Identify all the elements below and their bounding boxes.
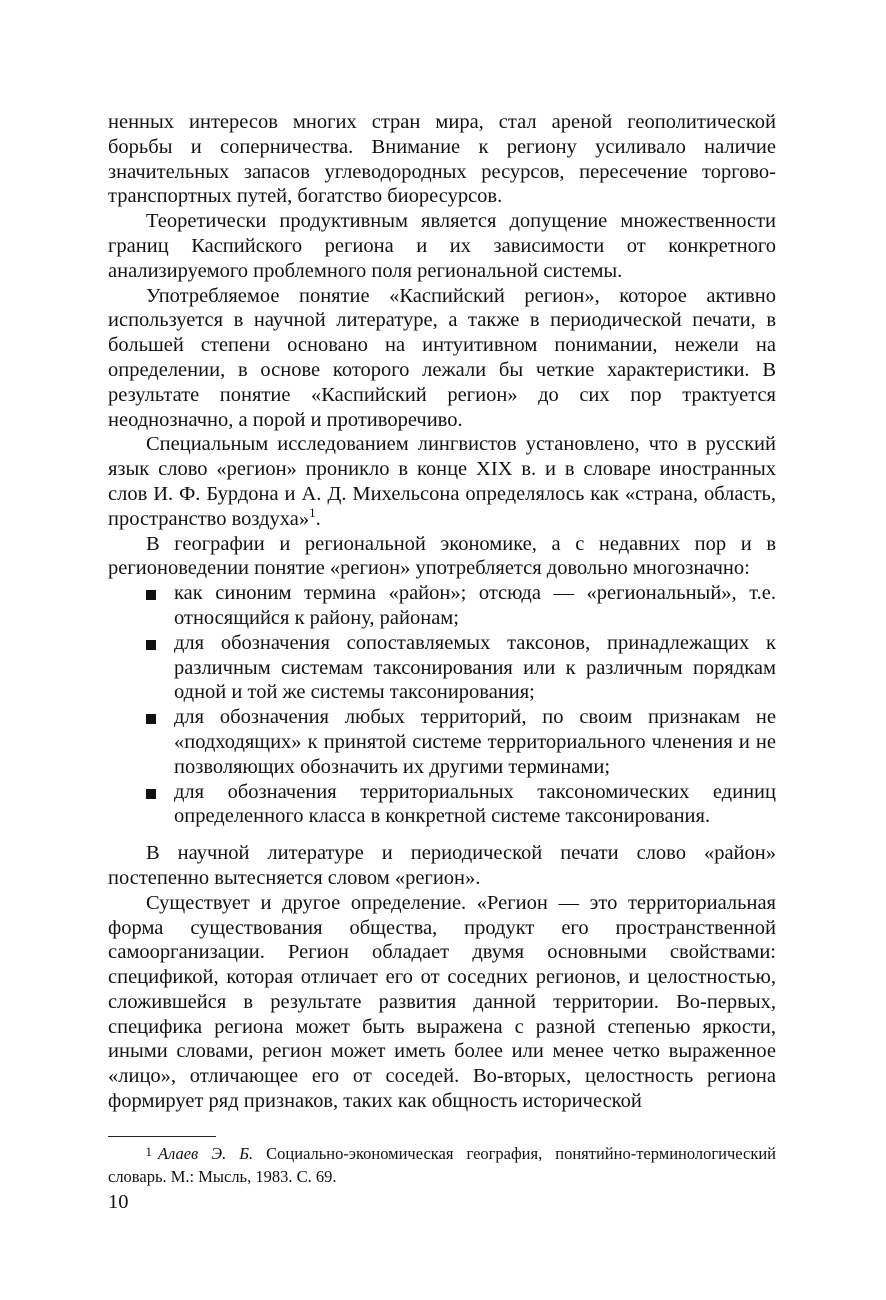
- list-item-text: для обозначения любых территорий, по своим признакам не «подходящих» к принятой системе территориального членения и не позволяющих обозначить их другими терминами;: [174, 706, 776, 778]
- paragraph: Существует и другое определение. «Регион — это территориальная форма существования общества, продукт его пространственной самоорганизации. Регион обладает двумя основными свойствами: спецификой, которая отличает его от соседних регионов, и целостностью, сложившейся в результате развития данной территории. Во-первых, специфика региона может быть выражена с разной степенью яркости, иными словами, регион может иметь более или менее четко выраженное «лицо», отличающее его от соседей. Во-вторых, целостность региона формирует ряд признаков, таких как общность исторической: [108, 891, 776, 1113]
- list-item-text: как синоним термина «район»; отсюда — «региональный», т.е. относящийся к району, районам;: [174, 582, 776, 629]
- list-item: [108, 631, 776, 705]
- list-item: [108, 780, 776, 830]
- bullet-square-icon: [146, 640, 156, 650]
- paragraph: В научной литературе и периодической печати слово «район» постепенно вытесняется словом «регион».: [108, 842, 776, 889]
- footnote: [108, 1140, 776, 1188]
- paragraph: [108, 432, 776, 531]
- bullet-square-icon: [146, 714, 156, 724]
- bullet-square-icon: [146, 789, 156, 799]
- paragraph: Употребляемое понятие «Каспийский регион», которое активно используется в научной литературе, а также в периодической печати, в большей степени основано на интуитивном понимании, нежели на определении, в основе которого лежали бы четкие характеристики. В результате понятие «Каспийский регион» до сих пор трактуется неоднозначно, а порой и противоречиво.: [108, 284, 776, 431]
- page-body: [108, 110, 776, 1114]
- footnote-text: Социально-экономическая география, понятийно-терминологический словарь. М.: Мысль, 1983. С. 69.: [108, 1144, 776, 1186]
- page-number: 10: [108, 1191, 129, 1213]
- list-item-text: для обозначения сопоставляемых таксонов, принадлежащих к различным системам таксонирования или к различным порядкам одной и той же системы таксонирования;: [174, 631, 776, 704]
- paragraph: В географии и региональной экономике, а с недавних пор и в регионоведении понятие «регион» употребляется довольно многозначно:: [108, 532, 776, 580]
- list-item-text: для обозначения территориальных таксономических единиц определенного класса в конкретной системе таксонирования.: [174, 780, 776, 828]
- paragraph-text: Специальным исследованием лингвистов установлено, что в русский язык слово «регион» проникло в конце XIX в. и в словаре иностранных слов И. Ф. Бурдона и А. Д. Михельсона определялось как «страна, область, пространство воздуха»: [108, 433, 776, 530]
- bullet-square-icon: [146, 590, 156, 600]
- footnote-author: Алаев Э. Б.: [158, 1144, 254, 1163]
- bullet-list: [108, 581, 776, 829]
- footnote-number: 1: [145, 1144, 152, 1159]
- paragraph-end: .: [315, 507, 321, 530]
- footnote-divider: [108, 1136, 216, 1137]
- paragraph: ненных интересов многих стран мира, стал ареной геополитической борьбы и соперничества. Внимание к региону усиливало наличие значительных запасов углеводородных ресурсов, пересечение торгово-транспортных путей, богатство биоресурсов.: [108, 111, 776, 208]
- list-item: [108, 581, 776, 631]
- list-item: [108, 705, 776, 779]
- footnote-ref[interactable]: 1: [309, 504, 316, 520]
- paragraph: Теоретически продуктивным является допущение множественности границ Каспийского региона и их зависимости от конкретного анализируемого проблемного поля региональной системы.: [108, 210, 776, 282]
